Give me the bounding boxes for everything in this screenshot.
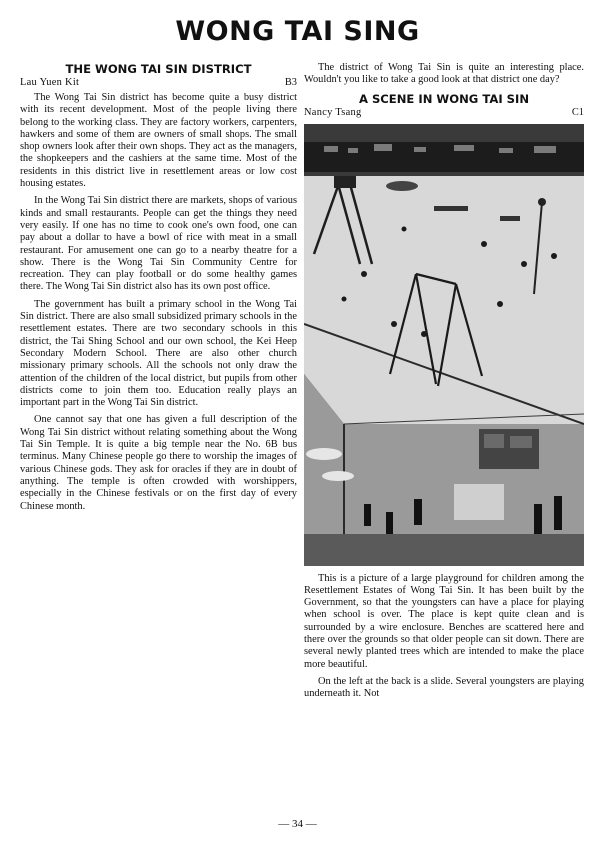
article1-headline: THE WONG TAI SIN DISTRICT (65, 62, 252, 76)
article1-paragraph: One cannot say that one has given a full description of the Wong Tai Sin district without relating something about the Wong Tai Sin Temple. It is quite a big temple near the No. 6B bus terminus. Many Chinese people go there to worship the images of various Chinese gods. They ask for oracles if they are in doubt of anything. The temple is often crowded with worshippers, especially in the Chinese festivals or on the first day of every Chinese month. (20, 414, 297, 512)
page-title: WONG TAI SING (175, 16, 420, 47)
article1-byline (20, 76, 297, 89)
page-number: — 34 — (278, 818, 317, 830)
playground-photo-drawing (304, 124, 584, 566)
article1-continuation: The district of Wong Tai Sin is quite an interesting place. Wouldn't you like to take a good look at that district one day? (304, 62, 584, 86)
article1-author: Lau Yuen Kit (20, 77, 80, 88)
playground-photo (304, 124, 584, 566)
article1-paragraph: In the Wong Tai Sin district there are markets, shops of various kinds and small restaurants. People can get the things they need very easily. If one has no time to cook one's own food, one can pay about a dollar to have a bowl of rice with meat in a small restaurant. For amusement one can go to a nearby theatre for a show. There is the Wong Tai Sin Community Centre for recreation. They can play football or do some healthy games there. The Wong Tai Sin district also has its own post office. (20, 195, 297, 293)
article2-class: C1 (571, 106, 584, 118)
article1-paragraph: The Wong Tai Sin district has become quite a busy district with its recent development. Most of the people living there belong to the working class. They are factory workers, carpenters, hawkers and some of them are owners of small shops. The small shop owners look after their own shops. They act as the managers, the shopkeepers and the cashiers at the same time. Most of the residents in this district live in resettlement areas or low cost housing estates. (20, 92, 297, 190)
article2-author: Nancy Tsang (304, 106, 362, 118)
article2-headline: A SCENE IN WONG TAI SIN (358, 91, 530, 106)
article2-byline (304, 106, 584, 119)
article1-class: B3 (284, 77, 297, 88)
article1-paragraph: The government has built a primary school in the Wong Tai Sin district. There are also small subsidized primary schools in the resettlement estates. There are two secondary schools in this district, the Tai Shing School and our own school, the Kei Heep Secondary Modern School. There are also other church missionary primary schools. All the schools not only draw the attention of the children of the local district, but pupils from other districts come to join them too. Education really plays an important part in the Wong Tai Sin district. (20, 298, 297, 409)
article2-paragraph: On the left at the back is a slide. Several youngsters are playing underneath it. Not (304, 675, 584, 700)
right-column (304, 62, 584, 706)
left-column (20, 62, 297, 518)
article2-paragraph: This is a picture of a large playground for children among the Resettlement Estates of Wong Tai Sin. It has been built by the Government, so that the youngsters can have a place for playing when school is over. The place is kept quite clean and is surrounded by a wire enclosure. Benches are scattered here and there over the grounds so that older people can sit down. There are several newly planted trees which are intended to make the place more beautiful. (304, 572, 584, 670)
